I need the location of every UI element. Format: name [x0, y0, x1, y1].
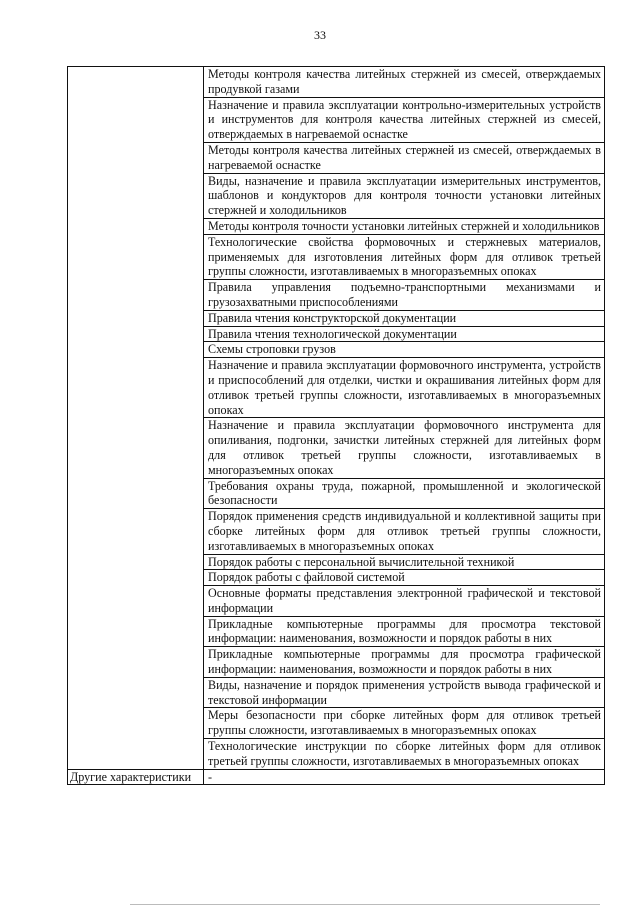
knowledge-item: Технологические инструкции по сборке литейных форм для отливок третьей группы сложности, изготавливаемых в многоразъемных опоках [204, 739, 605, 770]
knowledge-item: Методы контроля точности установки литейных стержней и холодильников [204, 218, 605, 234]
knowledge-item: Виды, назначение и порядок применения устройств вывода графической и текстовой информации [204, 677, 605, 708]
knowledge-item: Правила чтения конструкторской документации [204, 310, 605, 326]
knowledge-item: Прикладные компьютерные программы для просмотра графической информации: наименования, возможности и порядок работы в них [204, 647, 605, 678]
knowledge-item: Порядок работы с персональной вычислительной техникой [204, 554, 605, 570]
knowledge-item: Технологические свойства формовочных и стержневых материалов, применяемых для изготовления литейных форм для отливок третьей группы сложности, изготавливаемых в многоразъемных опоках [204, 234, 605, 279]
knowledge-item: Правила управления подъемно-транспортными механизмами и грузозахватными приспособлениями [204, 280, 605, 311]
knowledge-item: Схемы строповки грузов [204, 342, 605, 358]
table-row [68, 67, 605, 98]
knowledge-item: Виды, назначение и правила эксплуатации измерительных инструментов, шаблонов и кондукторов для контроля точности установки литейных стержней и холодильников [204, 173, 605, 218]
knowledge-item: Порядок работы с файловой системой [204, 570, 605, 586]
other-characteristics-row [68, 769, 605, 785]
knowledge-item: Назначение и правила эксплуатации формовочного инструмента, устройств и приспособлений для отделки, чистки и окрашивания литейных форм для отливок третьей группы сложности, изготавливаемых в многоразъемных опоках [204, 358, 605, 418]
knowledge-item: Порядок применения средств индивидуальной и коллективной защиты при сборке литейных форм для отливок третьей группы сложности, изготавливаемых в многоразъемных опоках [204, 509, 605, 554]
knowledge-item: Методы контроля качества литейных стержней из смесей, отверждаемых продувкой газами [204, 67, 605, 98]
knowledge-item: Основные форматы представления электронной графической и текстовой информации [204, 586, 605, 617]
knowledge-item: Прикладные компьютерные программы для просмотра текстовой информации: наименования, возможности и порядок работы в них [204, 616, 605, 647]
knowledge-item: Назначение и правила эксплуатации контрольно-измерительных устройств и инструментов для контроля качества литейных стержней из смесей, отверждаемых в нагреваемой оснастке [204, 97, 605, 142]
knowledge-item: Требования охраны труда, пожарной, промышленной и экологической безопасности [204, 478, 605, 509]
page-number: 33 [314, 28, 326, 42]
knowledge-table [67, 66, 605, 785]
knowledge-item: Назначение и правила эксплуатации формовочного инструмента для опиливания, подгонки, зачистки литейных стержней для литейных форм для отливок третьей группы сложности, изготавливаемых в многоразъемных опоках [204, 418, 605, 478]
knowledge-item: Методы контроля качества литейных стержней из смесей, отверждаемых в нагреваемой оснастке [204, 142, 605, 173]
knowledge-item: Меры безопасности при сборке литейных форм для отливок третьей группы сложности, изготавливаемых в многоразъемных опоках [204, 708, 605, 739]
label-cell-empty [68, 67, 204, 770]
other-characteristics-label: Другие характеристики [68, 769, 204, 785]
knowledge-item: Правила чтения технологической документации [204, 326, 605, 342]
other-characteristics-value: - [204, 769, 605, 785]
